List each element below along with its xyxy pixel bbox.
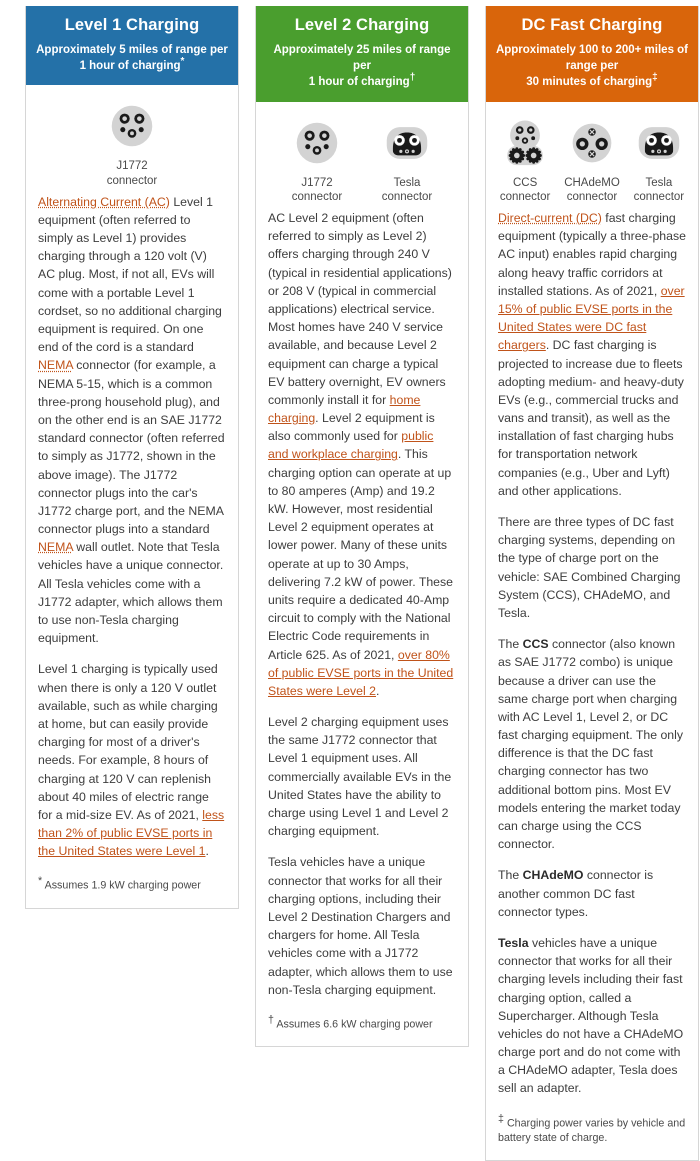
connector-label: J1772 connector bbox=[291, 176, 343, 204]
body-text: . bbox=[376, 683, 380, 698]
charging-card-level-2 bbox=[255, 6, 469, 1047]
card-subtitle bbox=[494, 42, 690, 91]
body-text: . DC fast charging is projected to increase due to fleets adopting medium- and heavy-duty EVs (e.g., commercial trucks and vans and transit), as well as the installation of fast charging hubs for transportation network companies (e.g., Uber and Lyft) and other applications. bbox=[498, 338, 684, 498]
footnote-mark: ‡ bbox=[498, 1112, 504, 1125]
body-text: Tesla vehicles have a unique connector that works for all their charging options, including their Level 2 Destination Chargers and chargers for home. All Tesla vehicles come with a J1772 adapter, which allows them to use non-Tesla charging equipment. bbox=[268, 855, 453, 997]
charging-card-dc-fast bbox=[485, 6, 699, 1161]
connector-3-1 bbox=[498, 114, 552, 205]
inline-link[interactable]: Direct-current (DC) bbox=[498, 211, 602, 226]
j1772-connector-icon bbox=[109, 97, 155, 155]
tesla-connector-icon bbox=[382, 114, 432, 172]
footnote-text: Assumes 6.6 kW charging power bbox=[276, 1018, 433, 1031]
footnote-text: Charging power varies by vehicle and battery state of charge. bbox=[498, 1117, 686, 1145]
inline-link[interactable]: Alternating Current (AC) bbox=[38, 194, 170, 209]
connector-2-2 bbox=[369, 114, 445, 205]
emphasis-text: CHAdeMO bbox=[522, 868, 584, 883]
paragraph-1 bbox=[498, 209, 686, 500]
connector-label: CCS connector bbox=[499, 176, 551, 204]
inline-link[interactable]: over 15% of public EVSE ports in the United States were DC fast chargers bbox=[498, 283, 685, 353]
paragraph-2 bbox=[498, 513, 686, 622]
card-title: DC Fast Charging bbox=[521, 16, 663, 34]
inline-link[interactable]: NEMA bbox=[38, 540, 73, 555]
connector-row bbox=[498, 114, 686, 205]
card-subtitle-footnote-mark: ‡ bbox=[652, 72, 658, 84]
body-text: fast charging equipment (typically a three-phase AC input) enables rapid charging along heavy traffic corridors at installed stations. As of 2021, bbox=[498, 211, 686, 298]
chademo-connector-icon bbox=[570, 114, 614, 172]
footnote-mark: † bbox=[268, 1013, 274, 1026]
connector-row bbox=[38, 97, 226, 188]
inline-link[interactable]: over 80% of public EVSE ports in the United States were Level 2 bbox=[268, 647, 454, 698]
card-body-level-1 bbox=[26, 85, 238, 908]
body-text: . This charging option can operate at up to 80 amperes (Amp) and 19.2 kW. However, most residential Level 2 equipment operates at lower power. Many of these units operate at up to 30 Amps, delivering 7.2 kW of power. These units require a dedicated 40-Amp circuit to comply with the National Electric Code requirements in Article 625. As of 2021, bbox=[268, 447, 454, 662]
connector-row bbox=[268, 114, 456, 205]
card-subtitle-line2: 30 minutes of charging bbox=[526, 76, 653, 89]
body-text: The bbox=[498, 868, 523, 883]
body-text: connector is another common DC fast connector types. bbox=[498, 868, 654, 919]
body-text: wall outlet. Note that Tesla vehicles have a unique connector. All Tesla vehicles come with a J1772 adapter, which allows them to use non-Tesla charging equipment. bbox=[38, 540, 224, 646]
connector-label: CHAdeMO connector bbox=[564, 176, 620, 204]
paragraph-1 bbox=[268, 209, 456, 700]
inline-link[interactable]: public and workplace charging bbox=[268, 429, 434, 462]
card-subtitle-line1: Approximately 100 to 200+ miles of range per bbox=[495, 43, 689, 72]
body-text: There are three types of DC fast charging systems, depending on the type of charge port on the vehicle: SAE Combined Charging System (CCS), CHAdeMO, and Tesla. bbox=[498, 515, 681, 620]
connector-3-2 bbox=[564, 114, 620, 205]
body-text: connector (also known as SAE J1772 combo) is unique because a driver can use the same charge port when charging with AC Level 1, Level 2, or DC fast charging equipment. The only difference is that the DC fast charging connector has two additional bottom pins. Most EV models entering the market today can charge using the CCS connector. bbox=[498, 637, 684, 852]
inline-link[interactable]: less than 2% of public EVSE ports in the United States were Level 1 bbox=[38, 807, 225, 859]
paragraph-2 bbox=[38, 660, 226, 860]
connector-label: Tesla connector bbox=[381, 176, 433, 204]
card-body-dc-fast bbox=[486, 102, 698, 1161]
paragraph-1 bbox=[38, 193, 226, 648]
connector-2-1 bbox=[279, 114, 355, 205]
card-header-level-2 bbox=[256, 6, 468, 102]
body-text: The bbox=[498, 637, 523, 652]
card-subtitle-line1: Approximately 5 miles of range per bbox=[36, 43, 228, 56]
card-body-level-2 bbox=[256, 102, 468, 1047]
tesla-connector-icon bbox=[634, 114, 684, 172]
body-text: vehicles have a unique connector that works for all their charging levels including their fast charging option, called a Supercharger. Although Tesla vehicles do not have a CHAdeMO charge port and do not come with a CHAdeMO adapter, Tesla does sell an adapter. bbox=[498, 935, 684, 1096]
connector-label: J1772 connector bbox=[106, 160, 158, 187]
connector-label: Tesla connector bbox=[633, 176, 685, 204]
footnote-text: Assumes 1.9 kW charging power bbox=[44, 880, 201, 893]
body-text: . bbox=[205, 844, 209, 859]
card-header-dc-fast bbox=[486, 6, 698, 102]
card-subtitle-line1: Approximately 25 miles of range per bbox=[273, 43, 451, 72]
charging-card-level-1 bbox=[25, 6, 239, 909]
card-header-level-1 bbox=[26, 6, 238, 85]
paragraph-2 bbox=[268, 713, 456, 840]
body-text: Level 2 charging equipment uses the same J1772 connector that Level 1 equipment uses. All commercially available EVs in the United States have the ability to charge using Level 1 and Level 2 charging equipment. bbox=[268, 715, 452, 839]
j1772-connector-icon bbox=[294, 114, 340, 172]
card-subtitle-footnote-mark: † bbox=[409, 72, 416, 84]
connector-1-1 bbox=[94, 97, 170, 188]
card-footnote bbox=[268, 1013, 456, 1033]
card-title: Level 2 Charging bbox=[294, 16, 430, 34]
emphasis-text: Tesla bbox=[498, 935, 529, 950]
card-title: Level 1 Charging bbox=[64, 16, 200, 34]
ccs-connector-icon bbox=[501, 114, 549, 172]
paragraph-5 bbox=[498, 934, 686, 1098]
footnote-mark: * bbox=[38, 875, 43, 888]
card-subtitle-footnote-mark: * bbox=[180, 56, 185, 68]
card-subtitle bbox=[34, 42, 230, 75]
body-text: AC Level 2 equipment (often referred to simply as Level 2) offers charging through 240 V (typical in residential applications) or 208 V (typical in commercial applications) electrical service. Most homes have 240 V service available, and because Level 2 equipment can charge a typical EV battery overnight, EV owners commonly install it for bbox=[268, 211, 452, 407]
card-subtitle-line2: 1 hour of charging bbox=[79, 59, 181, 72]
inline-link[interactable]: home charging bbox=[268, 392, 421, 426]
body-text: Level 1 charging is typically used when there is only a 120 V outlet available, such as while charging at home, but can easily provide charging for most of a driver's needs. For example, 8 hours of charging at 120 V can replenish about 40 miles of electric range for a mid-size EV. As of 2021, bbox=[38, 662, 218, 822]
body-text: Level 1 equipment (often referred to simply as Level 1) provides charging through a 120 volt (V) AC plug. Most, if not all, EVs will come with a portable Level 1 cordset, so no additional charging equipment is required. On one end of the cord is a standard bbox=[38, 194, 222, 355]
body-text: connector (for example, a NEMA 5-15, which is a common three-prong household plug), and on the other end is an SAE J1772 standard connector (often referred to simply as J1772, shown in the above image). The J1772 connector plugs into the car's J1772 charge port, and the NEMA connector plugs into a standard bbox=[38, 358, 225, 537]
card-footnote bbox=[38, 874, 226, 894]
card-subtitle bbox=[264, 42, 460, 91]
paragraph-3 bbox=[268, 853, 456, 999]
connector-3-3 bbox=[632, 114, 686, 205]
emphasis-text: CCS bbox=[522, 637, 549, 652]
paragraph-4 bbox=[498, 866, 686, 921]
card-footnote bbox=[498, 1112, 686, 1147]
card-subtitle-line2: 1 hour of charging bbox=[308, 76, 410, 89]
inline-link[interactable]: NEMA bbox=[38, 358, 73, 373]
body-text: . Level 2 equipment is also commonly used for bbox=[268, 411, 435, 444]
paragraph-3 bbox=[498, 635, 686, 853]
